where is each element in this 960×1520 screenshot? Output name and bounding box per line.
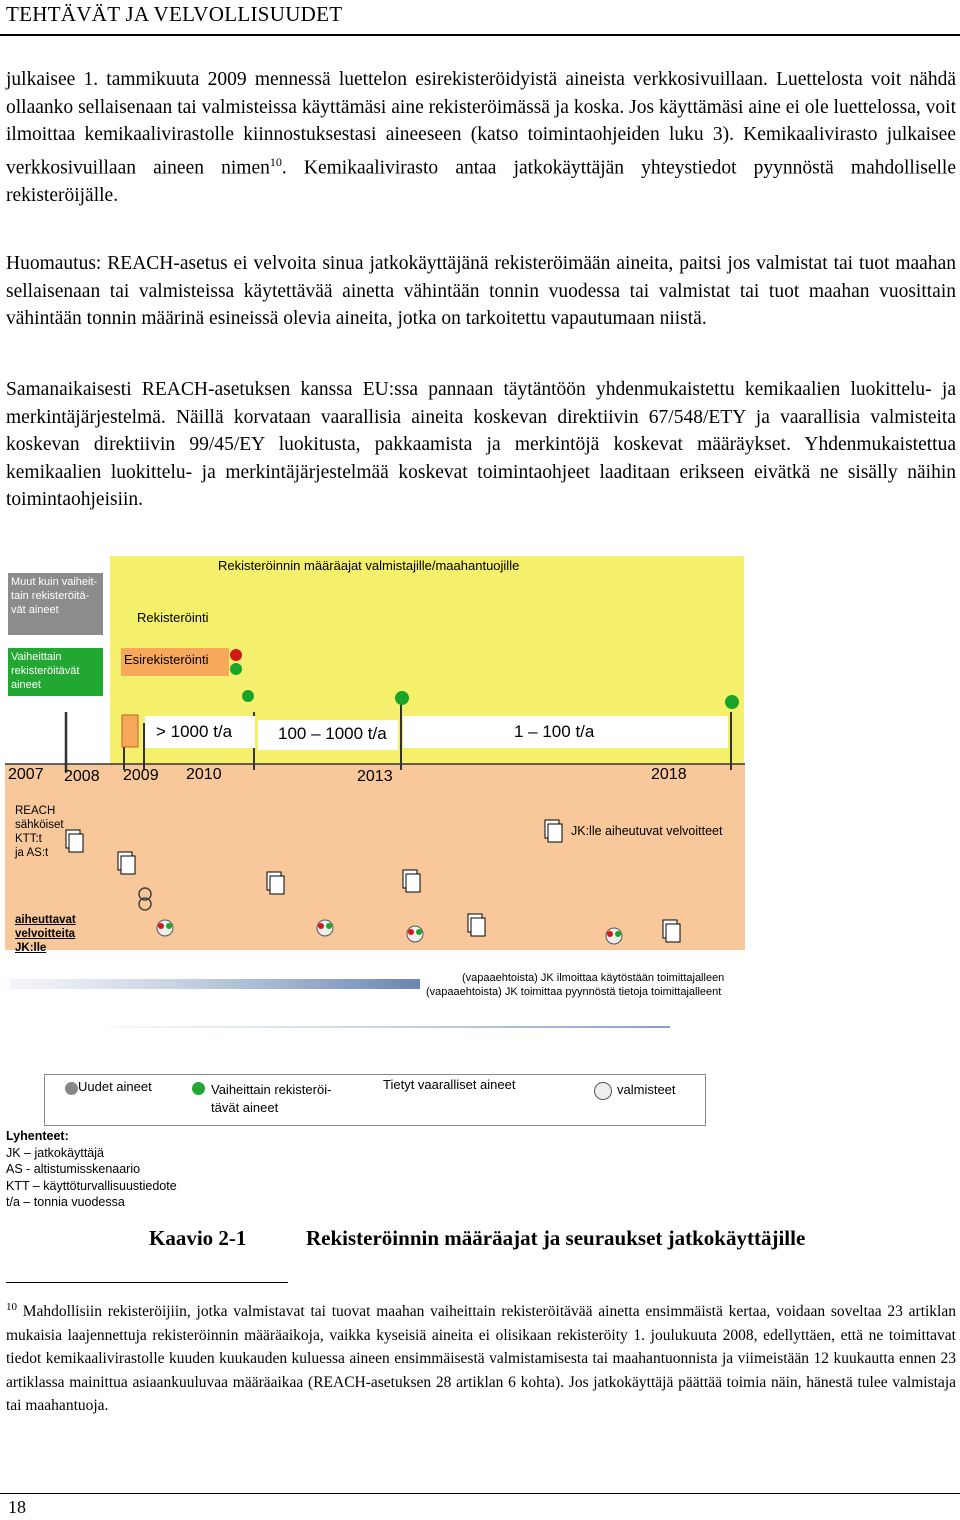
legend-phase-in-line-2: tävät aineet: [211, 1100, 279, 1115]
abbreviation-item: JK – jatkokäyttäjä: [6, 1145, 104, 1160]
box-grey-line-3: vät aineet: [11, 604, 59, 616]
year-2009: 2009: [123, 767, 159, 784]
light-red: [230, 649, 242, 661]
voluntary-note-1: (vapaaehtoista) JK ilmoittaa käytöstään toimittajalleen: [462, 972, 725, 984]
year-2008: 2008: [64, 768, 100, 785]
page-number: 18: [8, 1497, 26, 1517]
doc-icon-2: [118, 852, 135, 874]
paragraph-1-text-a: julkaisee 1. tammikuuta 2009 mennessä luettelon esirekisteröidyistä aineista verkkosivuillaan. Luettelosta voit nähdä ollaanko sellaisenaan tai valmisteissa käyttämäsi aine rekisteröimässä ja koska. Jos käyttämäsi aine ei ole luettelossa, voit ilmoittaa kemikaalivirastolle kiinnostuksestasi aineeseen (katso toimintaohjeiden luku 3). Kemikaalivirasto julkaisee verkkosivuillaan aineen nimen: [6, 69, 956, 178]
box-non-phase-in: [8, 573, 103, 635]
box-green-line-3: aineet: [11, 679, 41, 691]
paragraph-1: [6, 66, 956, 209]
light-green: [230, 663, 242, 675]
registration-timeline-diagram: [0, 548, 960, 1028]
doc-icon-7: [663, 920, 680, 942]
preregistration-bar: [122, 715, 138, 747]
box-green-line-2: rekisteröitävät: [11, 665, 80, 677]
legend-phase-in-label: [211, 1081, 331, 1117]
doc-icon-6: [468, 914, 485, 936]
light-green-2010: [242, 690, 254, 702]
box-grey-line-1: Muut kuin vaiheit-: [11, 576, 98, 588]
figure-caption-text: Rekisteröinnin määräajat ja seuraukset jatkokäyttäjille: [306, 1226, 806, 1250]
footnote-number: 10: [6, 1301, 17, 1313]
footnote-rule: [6, 1282, 288, 1283]
footnote-text: Mahdollisiin rekisteröijiin, jotka valmistavat tai tuovat maahan vaiheittain rekisteröitävää ainetta ensimmäistä kertaa, voidaan soveltaa 23 artiklan mukaisia laajennettuja rekisteröinnin määräaikoja, vaikka kyseisiä aineita ei olisikaan rekisteröity 1. joulukuuta 2008, edellyttäen, että ne toimittavat tiedot kemikaalivirastolle kuuden kuukauden kuluessa aineen ensimmäisestä valmistamisesta tai maahantuonnista ja viimeistään 12 kuukautta ennen 23 artiklassa mainittua asiaankuuluvaa määräaikaa (REACH-asetuksen 28 artiklan 6 kohta). Jos jatkokäyttäjä päättää toimia näin, hänestä tulee valmistaja tai maahantuoja.: [6, 1303, 956, 1415]
reach-label: [15, 804, 64, 860]
label-registration: Rekisteröinti: [137, 610, 209, 625]
footnote-ref[interactable]: 10: [269, 154, 282, 169]
year-2018: 2018: [651, 766, 687, 783]
legend-phase-in-line-1: Vaiheittain rekisteröi-: [211, 1082, 332, 1097]
light-green-2013: [395, 691, 409, 705]
legend-phase-in-icon: [192, 1082, 205, 1095]
light-green-2018: [725, 695, 739, 709]
doc-icon-3: [267, 872, 284, 894]
label-preregistration: Esirekisteröinti: [121, 648, 229, 676]
footnote: [6, 1296, 956, 1418]
footer-rule: [0, 1493, 960, 1494]
legend-known-label: Tietyt vaaralliset aineet: [383, 1077, 516, 1092]
page-header-title: TEHTÄVÄT JA VELVOLLISUUDET: [6, 2, 343, 26]
figure-caption-label: Kaavio 2-1: [149, 1226, 247, 1250]
doc-icon-5: [403, 870, 420, 892]
causes-obligations-label: [15, 913, 76, 955]
header-rule: [0, 34, 960, 36]
year-2007: 2007: [8, 766, 44, 783]
paragraph-2: Huomautus: REACH-asetus ei velvoita sinua jatkokäyttäjänä rekisteröimään aineita, paitsi jos valmistat tai tuot maahan sellaisenaan tai valmisteissa käytettävää ainetta vähintään tonnin vuodessa tai valmistat tai tuot maahan vuosittain vähintään tonnin määrinä esineissä olevia aineita, jotka on tarkoitettu vapautumaan niistä.: [6, 253, 956, 329]
voluntary-arrow-1: [10, 979, 420, 989]
voluntary-note-2: (vapaaehtoista) JK toimittaa pyynnöstä tietoja toimittajalleent: [426, 986, 722, 998]
abbreviations-title: Lyhenteet:: [6, 1129, 69, 1143]
legend-new-icon: [65, 1082, 78, 1095]
reach-line-2: sähköiset: [15, 819, 64, 831]
causes-line-1: aiheuttavat: [15, 914, 76, 926]
light-cluster-1: [157, 920, 173, 936]
year-2013: 2013: [357, 768, 393, 785]
legend-box: [44, 1074, 706, 1126]
legend-preparations-label: valmisteet: [617, 1082, 676, 1097]
tonnage-label-2: 100 – 1000 t/a: [278, 724, 387, 743]
paragraph-3: Samanaikaisesti REACH-asetuksen kanssa EU:ssa pannaan täytäntöön yhdenmukaistettu kemikaalien luokittelu- ja merkintäjärjestelmä. Näillä korvataan vaarallisia aineita koskevan direktiivin 67/548/ETY ja vaarallisia valmisteita koskevan direktiivin 99/45/EY luokitusta, pakkaamista ja merkintöjä koskevat määräykset. Yhdenmukaistettua kemikaalien luokittelu- ja merkintäjärjestelmää koskevat toimintaohjeet laaditaan erikseen eivätkä ne sisälly näihin toimintaohjeisiin.: [6, 379, 956, 510]
orange-obligation-area: [5, 764, 745, 950]
voluntary-arrow-2: [110, 1026, 670, 1028]
year-2010: 2010: [186, 766, 222, 783]
causes-line-2: velvoitteita: [15, 928, 76, 940]
box-phase-in: [8, 648, 103, 696]
legend-new-label: Uudet aineet: [78, 1079, 152, 1094]
abbreviations: [6, 1128, 177, 1211]
reach-line-3: KTT:t: [15, 833, 42, 845]
jk-obligations-label: JK:lle aiheutuvat velvoitteet: [571, 824, 723, 838]
doc-icon-1: [66, 830, 83, 852]
light-cluster-2: [317, 920, 333, 936]
box-green-line-1: Vaiheittain: [11, 651, 62, 663]
causes-line-3: JK:lle: [15, 942, 47, 954]
light-cluster-4: [606, 928, 622, 944]
diagram-top-title: Rekisteröinnin määräajat valmistajille/maahantuojille: [218, 558, 520, 573]
abbreviation-item: KTT – käyttöturvallisuustiedote: [6, 1178, 177, 1193]
doc-icon-4: [545, 820, 562, 842]
tonnage-label-1: > 1000 t/a: [156, 722, 233, 741]
reach-line-4: ja AS:t: [15, 847, 49, 859]
paragraph-1-text-b: . Kemikaalivirasto antaa jatkokäyttäjän yhteystiedot pyynnöstä mahdolliselle rekisteröijälle.: [6, 157, 956, 206]
tonnage-label-3: 1 – 100 t/a: [514, 722, 595, 741]
legend-preparations-icon: [594, 1082, 612, 1100]
reach-line-1: REACH: [15, 805, 56, 817]
abbreviation-item: AS - altistumisskenaario: [6, 1162, 141, 1176]
light-cluster-3: [407, 926, 423, 942]
box-grey-line-2: tain rekisteröitä-: [11, 590, 90, 602]
abbreviation-item: t/a – tonnia vuodessa: [6, 1195, 125, 1209]
